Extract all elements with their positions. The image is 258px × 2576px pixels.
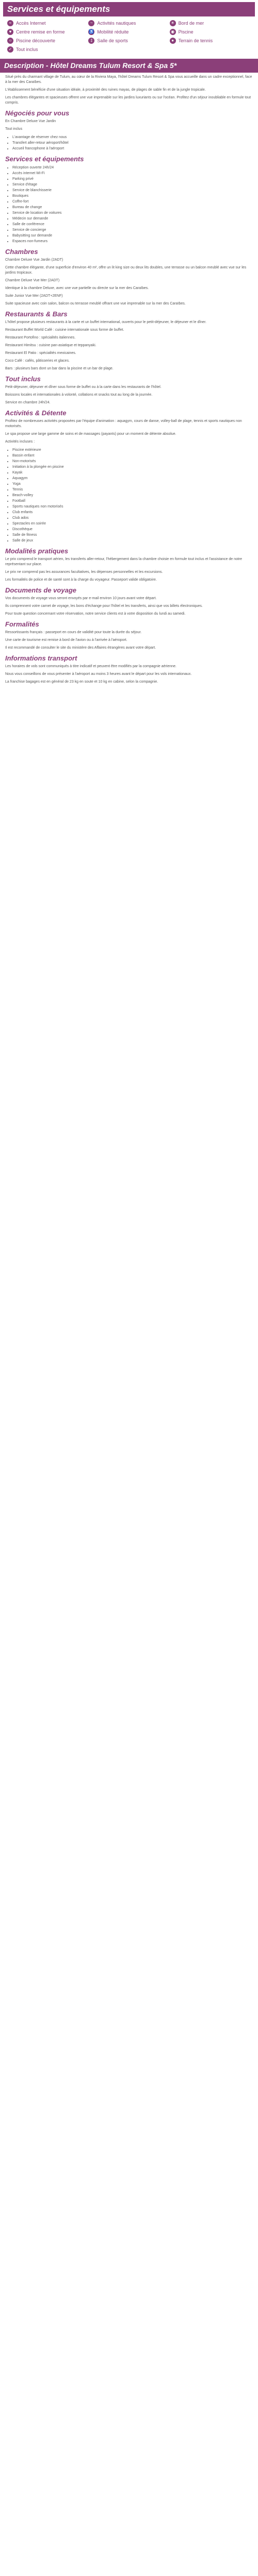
fitness-icon: ♥ [7, 29, 13, 35]
list-item: • Spectacles en soirée [12, 521, 253, 527]
content-section [5, 622, 253, 651]
section-heading: Activités & Détente [5, 409, 67, 417]
content-section [5, 411, 253, 544]
section-paragraph: Profitez de nombreuses activités proposées par l'équipe d'animation : aquagym, cours de danse, volley-ball de plage, tennis et sports nautiques non motorisés. [5, 419, 242, 428]
content-section [5, 249, 253, 307]
service-label: Piscine découverte [16, 38, 56, 43]
description-title: Description - Hôtel Dreams Tulum Resort & Spa 5* [4, 61, 177, 70]
list-item: • Réception ouverte 24h/24 [12, 165, 253, 171]
service-label: Tout inclus [16, 46, 38, 52]
section-paragraph: Petit-déjeuner, déjeuner et dîner sous forme de buffet ou à la carte dans les restaurants de l'hôtel. [5, 385, 162, 389]
section-paragraph: Service en chambre 24h/24. [5, 401, 51, 404]
section-paragraph: Activités incluses : [5, 440, 35, 444]
section-paragraph: Chambre Deluxe Vue Jardin (2ADT) [5, 258, 63, 262]
section-paragraph: Ressortissants français : passeport en cours de validité pour toute la durée du séjour. [5, 631, 142, 634]
service-label: Mobilité réduite [97, 29, 129, 35]
section-heading: Tout inclus [5, 375, 41, 383]
beach-icon: ☀ [170, 20, 176, 26]
service-item[interactable] [7, 45, 88, 54]
service-label: Accès Internet [16, 20, 46, 26]
section-paragraph: Bars : plusieurs bars dont un bar dans la piscine et un bar de plage. [5, 367, 114, 370]
service-label: Piscine [178, 29, 194, 35]
content-section [5, 588, 253, 617]
list-item: • Service de concierge [12, 227, 253, 233]
list-item: • Salle de jeux [12, 538, 253, 544]
list-item: • Non-motorisés [12, 459, 253, 464]
list-item: • Transfert aller-retour aéroport/hôtel [12, 140, 253, 146]
list-item: • Beach-volley [12, 493, 253, 498]
list-item: • Espaces non-fumeurs [12, 239, 253, 244]
content-section [5, 377, 253, 405]
section-paragraph: L'hôtel propose plusieurs restaurants à la carte et un buffet international, ouverts pour le petit-déjeuner, le déjeuner et le dîner. [5, 320, 206, 324]
list-item: • Kayak [12, 470, 253, 476]
section-paragraph: Le spa propose une large gamme de soins et de massages (payants) pour un moment de détente absolue. [5, 432, 176, 436]
pool-icon: ◉ [170, 29, 176, 35]
service-item[interactable] [170, 19, 251, 27]
section-paragraph: Le prix ne comprend pas les assurances facultatives, les dépenses personnelles et les excursions. [5, 570, 163, 574]
section-list [12, 447, 253, 544]
service-item[interactable] [7, 27, 88, 36]
list-item: • Aquagym [12, 476, 253, 481]
section-heading: Documents de voyage [5, 586, 76, 594]
section-heading: Formalités [5, 620, 39, 628]
list-item: • Bassin enfant [12, 453, 253, 459]
section-paragraph: Situé près du charmant village de Tulum, au cœur de la Riviera Maya, l'hôtel Dreams Tulum Resort & Spa vous accueille dans un cadre exceptionnel, face à la mer des Caraïbes. [5, 75, 252, 84]
list-item: • Football [12, 498, 253, 504]
section-heading: Chambres [5, 248, 38, 256]
section-paragraph: Identique à la chambre Deluxe, avec une vue partielle ou directe sur la mer des Caraïbes. [5, 286, 149, 290]
section-list [12, 165, 253, 244]
section-paragraph: Coco Café : cafés, pâtisseries et glaces. [5, 359, 70, 363]
section-paragraph: Boissons locales et internationales à volonté, collations et snacks tout au long de la journée. [5, 393, 153, 397]
section-paragraph: Chambre Deluxe Vue Mer (2ADT) [5, 279, 60, 282]
section-heading: Restaurants & Bars [5, 310, 68, 318]
wave-icon: ~ [88, 20, 94, 26]
section-paragraph: L'établissement bénéficie d'une situation idéale, à proximité des ruines mayas, de plages de sable fin et de la jungle tropicale. [5, 88, 206, 92]
dumbbell-icon: ‡ [88, 38, 94, 44]
outdoor-pool-icon: ○ [7, 38, 13, 44]
section-paragraph: Pour toute question concernant votre réservation, notre service clients est à votre disposition du lundi au samedi. [5, 612, 186, 616]
content-section [5, 312, 253, 371]
service-item[interactable] [7, 36, 88, 45]
list-item: • Sports nautiques non motorisés [12, 504, 253, 510]
section-paragraph: Vos documents de voyage vous seront envoyés par e-mail environ 10 jours avant votre départ. [5, 597, 157, 600]
service-label: Activités nautiques [97, 20, 136, 26]
section-paragraph: Nous vous conseillons de vous présenter à l'aéroport au moins 3 heures avant le départ pour les vols internationaux. [5, 672, 192, 676]
section-paragraph: Restaurant Buffet World Café : cuisine internationale sous forme de buffet. [5, 328, 124, 332]
list-item: • Babysitting sur demande [12, 233, 253, 239]
section-paragraph: Tout inclus [5, 127, 23, 131]
list-item: • Parking privé [12, 176, 253, 182]
wheelchair-icon: ♿ [89, 29, 94, 34]
section-heading: Services et équipements [5, 155, 84, 163]
service-item[interactable] [88, 36, 169, 45]
content-section [5, 111, 253, 151]
section-paragraph: La franchise bagages est en général de 23 kg en soute et 10 kg en cabine, selon la compagnie. [5, 680, 158, 684]
list-item: • Accueil francophone à l'aéroport [12, 146, 253, 151]
list-item: • Service d'étage [12, 182, 253, 188]
service-item[interactable] [88, 19, 169, 27]
list-item: • Boutiques [12, 193, 253, 199]
content-section [5, 656, 253, 685]
section-list [12, 134, 253, 151]
section-heading: Modalités pratiques [5, 547, 69, 555]
service-label: Bord de mer [178, 20, 204, 26]
list-item: • Salle de fitness [12, 532, 253, 538]
content-section [5, 157, 253, 244]
section-paragraph: Les horaires de vols sont communiqués à titre indicatif et peuvent être modifiés par la compagnie aérienne. [5, 665, 176, 668]
section-paragraph: En Chambre Deluxe Vue Jardin [5, 120, 56, 123]
services-grid [3, 16, 255, 56]
list-item: • Médecin sur demande [12, 216, 253, 222]
section-paragraph: Cette chambre élégante, d'une superficie d'environ 40 m², offre un lit king size ou deux lits doubles, une terrasse ou un balcon meublé avec vue sur les jardins tropicaux. [5, 266, 247, 275]
list-item: • Bureau de change [12, 205, 253, 210]
services-title: Services et équipements [3, 2, 255, 16]
list-item: • Accès internet Wi-Fi [12, 171, 253, 176]
section-paragraph: Le prix comprend le transport aérien, les transferts aller-retour, l'hébergement dans la chambre choisie en formule tout inclus et l'assistance de notre représentant sur place. [5, 557, 243, 566]
list-item: • Tennis [12, 487, 253, 493]
service-label: Centre remise en forme [16, 29, 65, 35]
list-item: • Discothèque [12, 527, 253, 532]
content-section [5, 549, 253, 583]
list-item: • L'avantage de réserver chez nous [12, 134, 253, 140]
list-item: • Yoga [12, 481, 253, 487]
service-label: Terrain de tennis [178, 38, 213, 43]
list-item: • Coffre-fort [12, 199, 253, 205]
services-panel [0, 0, 258, 59]
section-heading: Informations transport [5, 654, 77, 662]
section-paragraph: Suite spacieuse avec coin salon, balcon ou terrasse meublé offrant une vue imprenable sur la mer des Caraïbes. [5, 302, 186, 306]
section-paragraph: Restaurant Portofino : spécialités italiennes. [5, 336, 76, 340]
service-item[interactable] [7, 19, 88, 27]
description-header [0, 59, 258, 73]
tennis-icon: ● [170, 38, 176, 44]
list-item: • Service de location de voitures [12, 210, 253, 216]
all-inclusive-icon: ✓ [7, 46, 13, 53]
service-label: Salle de sports [97, 38, 128, 43]
description-content [0, 73, 258, 689]
section-heading: Négociés pour vous [5, 109, 70, 117]
service-item[interactable] [170, 27, 251, 36]
section-paragraph: Il est recommandé de consulter le site du ministère des Affaires étrangères avant votre départ. [5, 646, 156, 650]
list-item: • Piscine extérieure [12, 447, 253, 453]
section-paragraph: Restaurant Himitsu : cuisine pan-asiatique et teppanyaki. [5, 344, 96, 347]
list-item: • Initiation à la plongée en piscine [12, 464, 253, 470]
list-item: • Service de blanchisserie [12, 188, 253, 193]
service-item[interactable] [88, 27, 169, 36]
section-paragraph: Ils comprennent votre carnet de voyage, les bons d'échange pour l'hôtel et les transferts, ainsi que vos billets électroniques. [5, 604, 203, 608]
list-item: • Club enfants [12, 510, 253, 515]
list-item: • Club ados [12, 515, 253, 521]
section-paragraph: Une carte de tourisme est remise à bord de l'avion ou à l'arrivée à l'aéroport. [5, 638, 127, 642]
section-paragraph: Les formalités de police et de santé sont à la charge du voyageur. Passeport valide obligatoire. [5, 578, 157, 582]
section-paragraph: Les chambres élégantes et spacieuses offrent une vue imprenable sur les jardins luxuriants ou sur l'océan. Profitez d'un séjour inoubliable en formule tout compris. [5, 96, 251, 105]
wifi-icon: ≈ [7, 20, 13, 26]
page [0, 0, 258, 689]
content-section [5, 75, 253, 106]
section-paragraph: Restaurant El Patio : spécialités mexicaines. [5, 351, 76, 355]
section-paragraph: Suite Junior Vue Mer (2ADT+2ENF) [5, 294, 63, 298]
list-item: • Salle de conférence [12, 222, 253, 227]
service-item[interactable] [170, 36, 251, 45]
